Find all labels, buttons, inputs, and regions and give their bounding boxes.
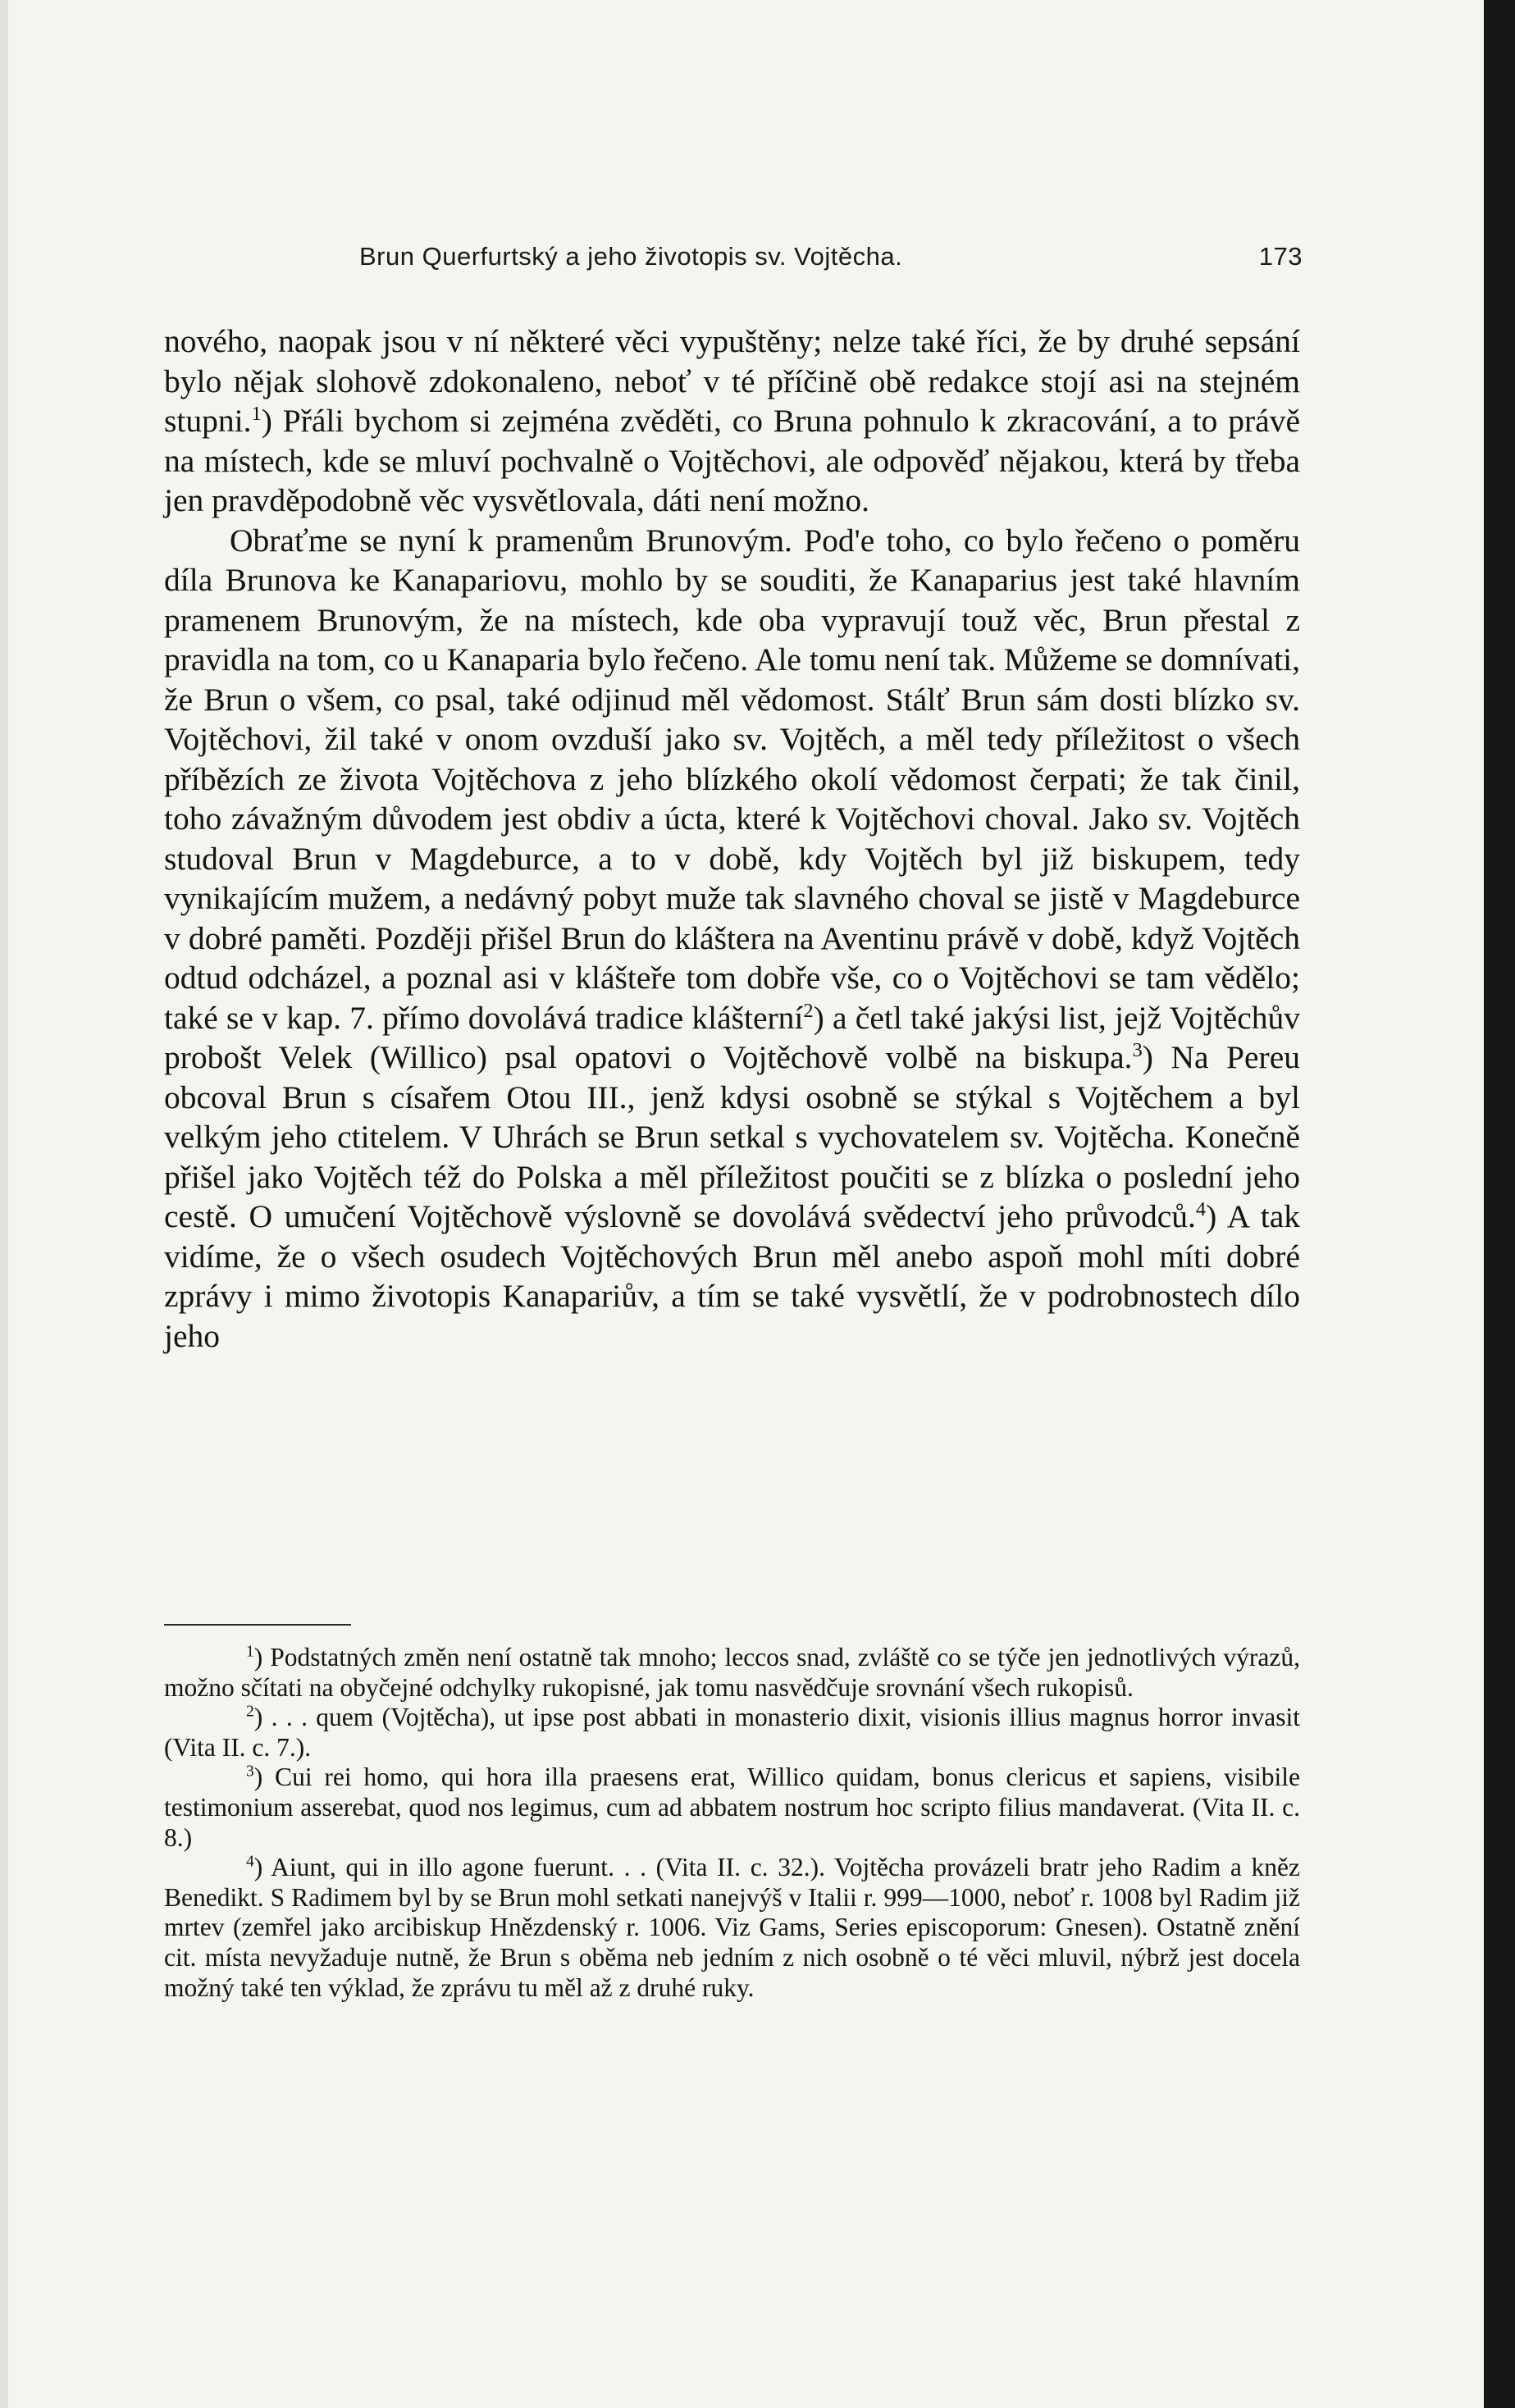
body-text xyxy=(164,322,1300,1356)
footnote-text: ) Podstatných změn není ostatně tak mnoho; leccos snad, zvláště co se týče jen jednotlivých výrazů, možno sčítati na obyčejné odchylky rukopisné, jak tomu nasvědčuje srovnání všech rukopisů. xyxy=(164,1643,1300,1702)
footnote-ref-1: 1 xyxy=(251,402,262,425)
footnote-divider xyxy=(164,1624,351,1626)
footnote-ref-4: 4 xyxy=(1195,1197,1207,1220)
footnote-4 xyxy=(164,1853,1300,2003)
footnote-2 xyxy=(164,1703,1300,1763)
paragraph-1-text-a: nového, naopak jsou v ní některé věci vypuštěny; nelze také říci, že by druhé sepsání bylo nějak slohově zdokonaleno, neboť v té příčině obě redakce stojí asi na stejném stupni. xyxy=(164,323,1300,439)
footnote-text: ) Cui rei homo, qui hora illa praesens erat, Willico quidam, bonus clericus et sapiens, visibile testimonium asserebat, quod nos legimus, cum ad abbatem nostrum hoc scripto filius mandaverat. (Vita II. c. 8.) xyxy=(164,1763,1300,1852)
paragraph-2-text-a: Obraťme se nyní k pramenům Brunovým. Pod'e toho, co bylo řečeno o poměru díla Brunova ke Kanapariovu, mohlo by se souditi, že Kanaparius jest také hlavním pramenem Brunovým, že na místech, kde oba vypravují touž věc, Brun přestal z pravidla na tom, co u Kanaparia bylo řečeno. Ale tomu není tak. Můžeme se domnívati, že Brun o všem, co psal, také odjinud měl vědomost. Stálť Brun sám dosti blízko sv. Vojtěchovi, žil také v onom ovzduší jako sv. Vojtěch, a měl tedy příležitost o všech příbězích ze života Vojtěchova z jeho blízkého okolí vědomost čerpati; že tak činil, toho závažným důvodem jest obdiv a úcta, které k Vojtěchovi choval. Jako sv. Vojtěch studoval Brun v Magdeburce, a to v době, kdy Vojtěch byl již biskupem, tedy vynikajícím mužem, a nedávný pobyt muže tak slavného choval se jistě v Magdeburce v dobré paměti. Později přišel Brun do kláštera na Aventinu právě v době, když Vojtěch odtud odcházel, a poznal asi v klášteře tom dobře vše, co o Vojtěchovi se tam vědělo; také se v kap. 7. přímo dovolává tradice klášterní xyxy=(164,522,1300,1036)
running-head xyxy=(359,242,1303,271)
footnote-number: 4 xyxy=(246,1853,254,1871)
paragraph-1-text-b: ) Přáli bychom si zejména zvěděti, co Bruna pohnulo k zkracování, a to právě na místech, kde se mluví pochvalně o Vojtěchovi, ale odpověď nějakou, která by třeba jen pravděpodobně věc vysvětlovala, dáti není možno. xyxy=(164,403,1300,518)
footnote-number: 1 xyxy=(246,1643,254,1661)
footnote-3 xyxy=(164,1763,1300,1853)
footnote-number: 3 xyxy=(246,1763,254,1781)
footnote-ref-2: 2 xyxy=(803,999,814,1022)
footnote-text: ) Aiunt, qui in illo agone fuerunt. . . (Vita II. c. 32.). Vojtěcha provázeli bratr jeho Radim a kněz Benedikt. S Radimem byl by se Brun mohl setkati nanejvýš v Italii r. 999—1000, neboť r. 1008 byl Radim již mrtev (zemřel jako arcibiskup Hnězdenský r. 1006. Viz Gams, Series episcoporum: Gnesen). Ostatně znění cit. místa nevyžaduje nutně, že Brun s oběma neb jedním z nich osobně o té věci mluvil, nýbrž jest docela možný také ten výklad, že zprávu tu měl až z druhé ruky. xyxy=(164,1853,1300,2002)
footnotes xyxy=(164,1643,1300,2003)
paragraph-2-text-d: ) A tak vidíme, že o všech osudech Vojtěchových Brun měl anebo aspoň mohl míti dobré zprávy i mimo životopis Kanapariův, a tím se také vysvětlí, že v podrobnostech dílo jeho xyxy=(164,1198,1300,1354)
paragraph-2-text-b: ) a četl také jakýsi list, jejž Vojtěchův probošt Velek (Willico) psal opatovi o Vojtěchově volbě na biskupa. xyxy=(164,999,1301,1075)
footnote-ref-3: 3 xyxy=(1132,1038,1143,1061)
running-head-title: Brun Querfurtský a jeho životopis sv. Vojtěcha. xyxy=(359,242,903,271)
paragraph-2 xyxy=(164,521,1300,1357)
paragraph-1 xyxy=(164,322,1300,521)
footnote-1 xyxy=(164,1643,1300,1703)
paragraph-2-text-c: ) Na Pereu obcoval Brun s císařem Otou III., jenž kdysi osobně se stýkal s Vojtěchem a byl velkým jeho ctitelem. V Uhrách se Brun setkal s vychovatelem sv. Vojtěcha. Konečně přišel jako Vojtěch též do Polska a měl příležitost poučiti se z blízka o poslední jeho cestě. O umučení Vojtěchově výslovně se dovolává svědectví jeho průvodců. xyxy=(164,1039,1300,1234)
page-number: 173 xyxy=(1258,242,1303,271)
footnote-text: ) . . . quem (Vojtěcha), ut ipse post abbati in monasterio dixit, visionis illius magnus horror invasit (Vita II. c. 7.). xyxy=(164,1703,1300,1762)
footnote-number: 2 xyxy=(246,1703,254,1721)
